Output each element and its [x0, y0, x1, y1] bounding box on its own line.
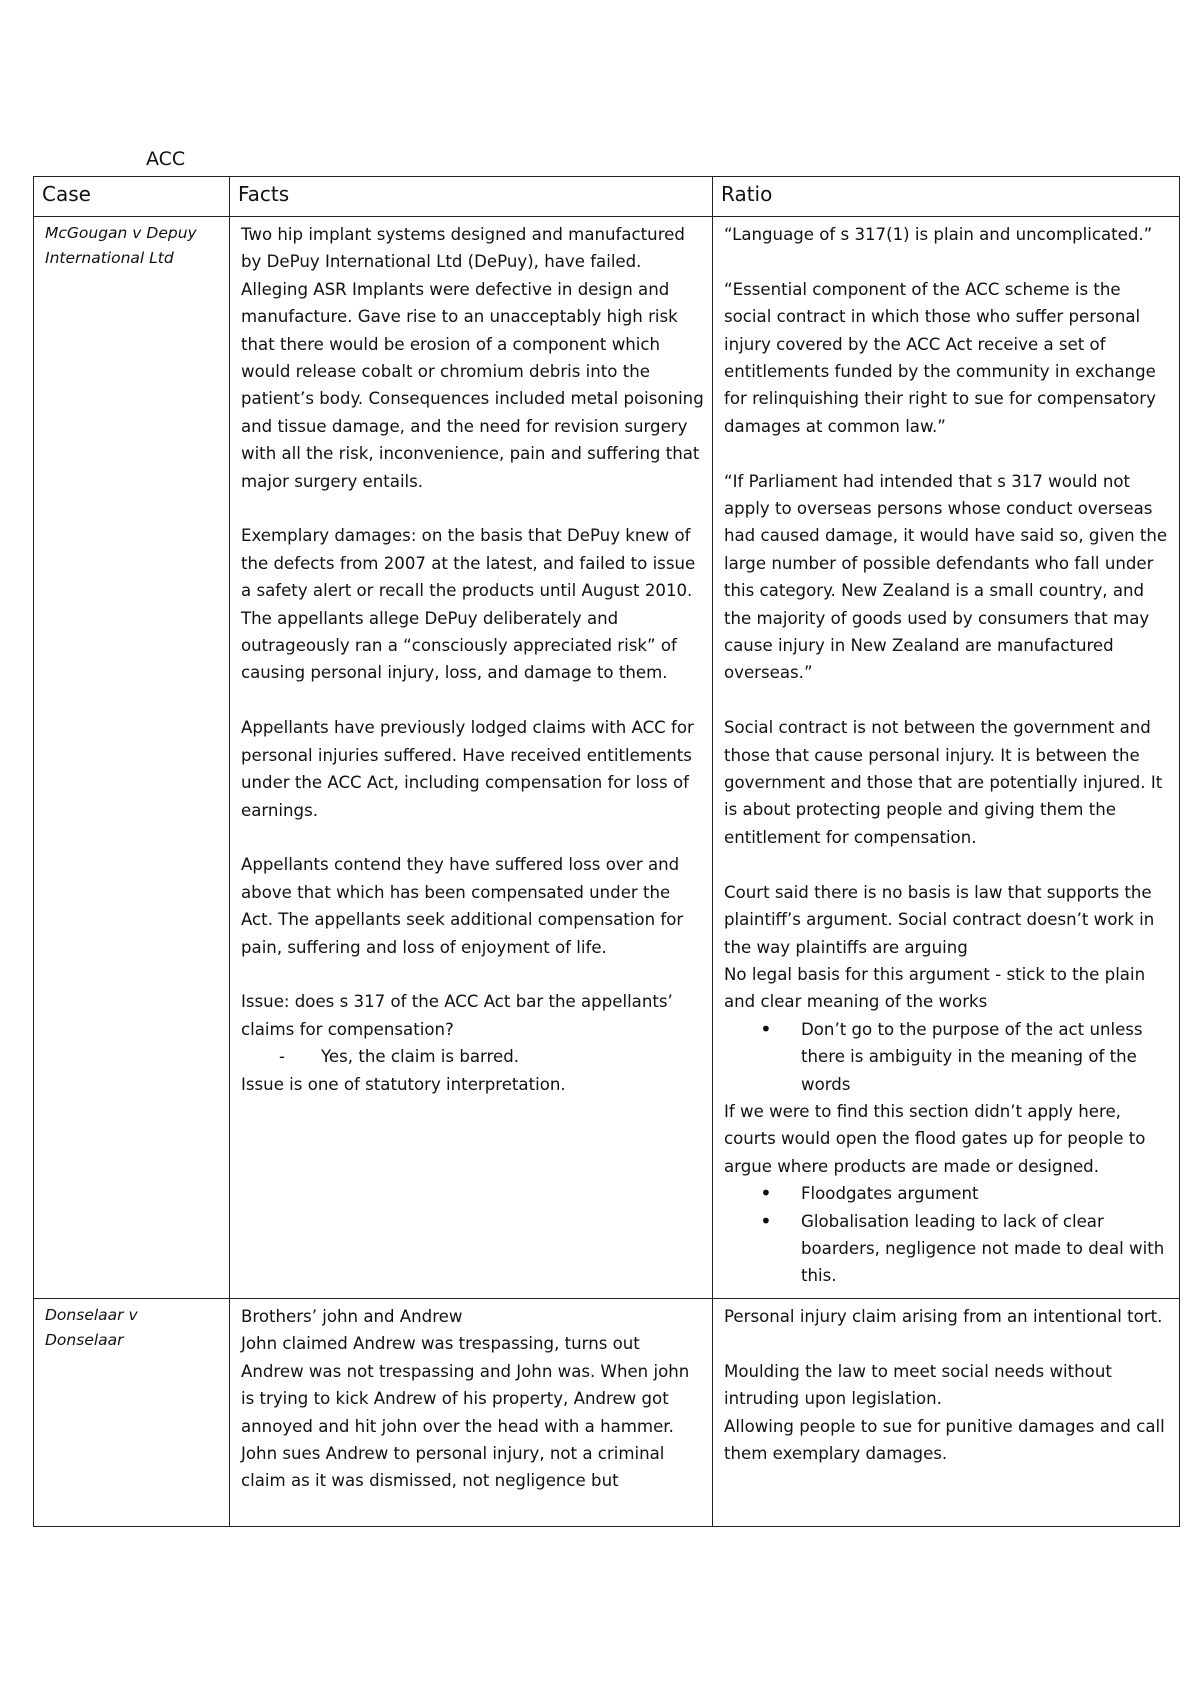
ratio-cell — [713, 1299, 1180, 1527]
ratio-paragraph: Moulding the law to meet social needs without intruding upon legislation. — [724, 1361, 1112, 1409]
facts-line: John sues Andrew to personal injury, not a criminal claim as it was dismissed, not negligence but — [241, 1444, 665, 1491]
ratio-paragraph: Social contract is not between the government and those that cause personal injury. It is between the government and those that are potentially injured. It is about protecting people and giving them the entitlement for compensation. — [724, 718, 1163, 847]
ratio-paragraph: Personal injury claim arising from an intentional tort. — [724, 1307, 1163, 1326]
case-name: McGougan v Depuy International Ltd — [45, 224, 197, 267]
facts-paragraph: Two hip implant systems designed and manufactured by DePuy International Ltd (DePuy), have failed. Alleging ASR Implants were defective in design and manufacture. Gave rise to an unacceptably high risk that there would be erosion of a component which would release cobalt or chromium debris into the patient’s body. Consequences included metal poisoning and tissue damage, and the need for revision surgery with all the risk, inconvenience, pain and suffering that major surgery entails. — [241, 225, 704, 491]
ratio-paragraph: Court said there is no basis is law that supports the plaintiff’s argument. Social contract doesn’t work in the way plaintiffs are arguing — [724, 882, 1155, 957]
header-ratio: Ratio — [713, 177, 1180, 217]
ratio-quote: “If Parliament had intended that s 317 would not apply to overseas persons whose conduct overseas had caused damage, it would have said so, given the large number of possible defendants who fall under this category. New Zealand is a small country, and the majority of goods used by consumers that may cause injury in New Zealand are manufactured overseas.” — [724, 471, 1168, 683]
facts-paragraph: Appellants have previously lodged claims with ACC for personal injuries suffered. Have received entitlements under the ACC Act, including compensation for loss of earnings. — [241, 718, 694, 820]
facts-cell — [230, 217, 713, 1299]
case-cell — [34, 1299, 230, 1527]
header-facts: Facts — [230, 177, 713, 217]
table-row — [34, 1299, 1180, 1527]
table-row — [34, 217, 1180, 1299]
header-row — [34, 177, 1180, 217]
facts-paragraph: Appellants contend they have suffered loss over and above that which has been compensated under the Act. The appellants seek additional compensation for pain, suffering and loss of enjoyment of life. — [241, 855, 684, 957]
ratio-cell — [713, 217, 1180, 1299]
document-title: ACC — [146, 148, 186, 170]
header-case: Case — [34, 177, 230, 217]
facts-paragraph: Issue is one of statutory interpretation. — [241, 1074, 566, 1094]
ratio-paragraph: Allowing people to sue for punitive damages and call them exemplary damages. — [724, 1416, 1165, 1464]
ratio-quote: “Essential component of the ACC scheme is the social contract in which those who suffer personal injury covered by the ACC Act receive a set of entitlements funded by the community in exchange for relinquishing their right to sue for compensatory damages at common law.” — [724, 279, 1156, 436]
ratio-quote: “Language of s 317(1) is plain and uncomplicated.” — [724, 225, 1153, 244]
ratio-paragraph: If we were to find this section didn’t apply here, courts would open the flood gates up for people to argue where products are made or designed. — [724, 1101, 1146, 1176]
case-cell — [34, 217, 230, 1299]
ratio-paragraph: No legal basis for this argument - stick to the plain and clear meaning of the works — [724, 964, 1146, 1012]
bullet-list — [724, 1180, 1171, 1290]
case-name: Donselaar v Donselaar — [45, 1306, 138, 1349]
bullet-list — [724, 1016, 1171, 1098]
facts-line: John claimed Andrew was trespassing, turns out Andrew was not trespassing and John was. When john is trying to kick Andrew of his property, Andrew got annoyed and hit john over the head with a hammer. — [241, 1334, 690, 1436]
bullet-item: • Globalisation leading to lack of clear boarders, negligence not made to deal with this. — [724, 1208, 1171, 1290]
facts-cell — [230, 1299, 713, 1527]
facts-issue: Issue: does s 317 of the ACC Act bar the appellants’ claims for compensation? — [241, 992, 673, 1039]
acc-cases-table — [33, 176, 1180, 1527]
bullet-item: • Floodgates argument — [724, 1180, 1171, 1207]
dash-item: - Yes, the claim is barred. — [241, 1043, 704, 1070]
bullet-item: • Don’t go to the purpose of the act unless there is ambiguity in the meaning of the words — [724, 1016, 1171, 1098]
facts-paragraph: Exemplary damages: on the basis that DePuy knew of the defects from 2007 at the latest, and failed to issue a safety alert or recall the products until August 2010. The appellants allege DePuy deliberately and outrageously ran a “consciously appreciated risk” of causing personal injury, loss, and damage to them. — [241, 526, 696, 683]
facts-line: Brothers’ john and Andrew — [241, 1307, 463, 1326]
dash-list — [241, 1043, 704, 1070]
